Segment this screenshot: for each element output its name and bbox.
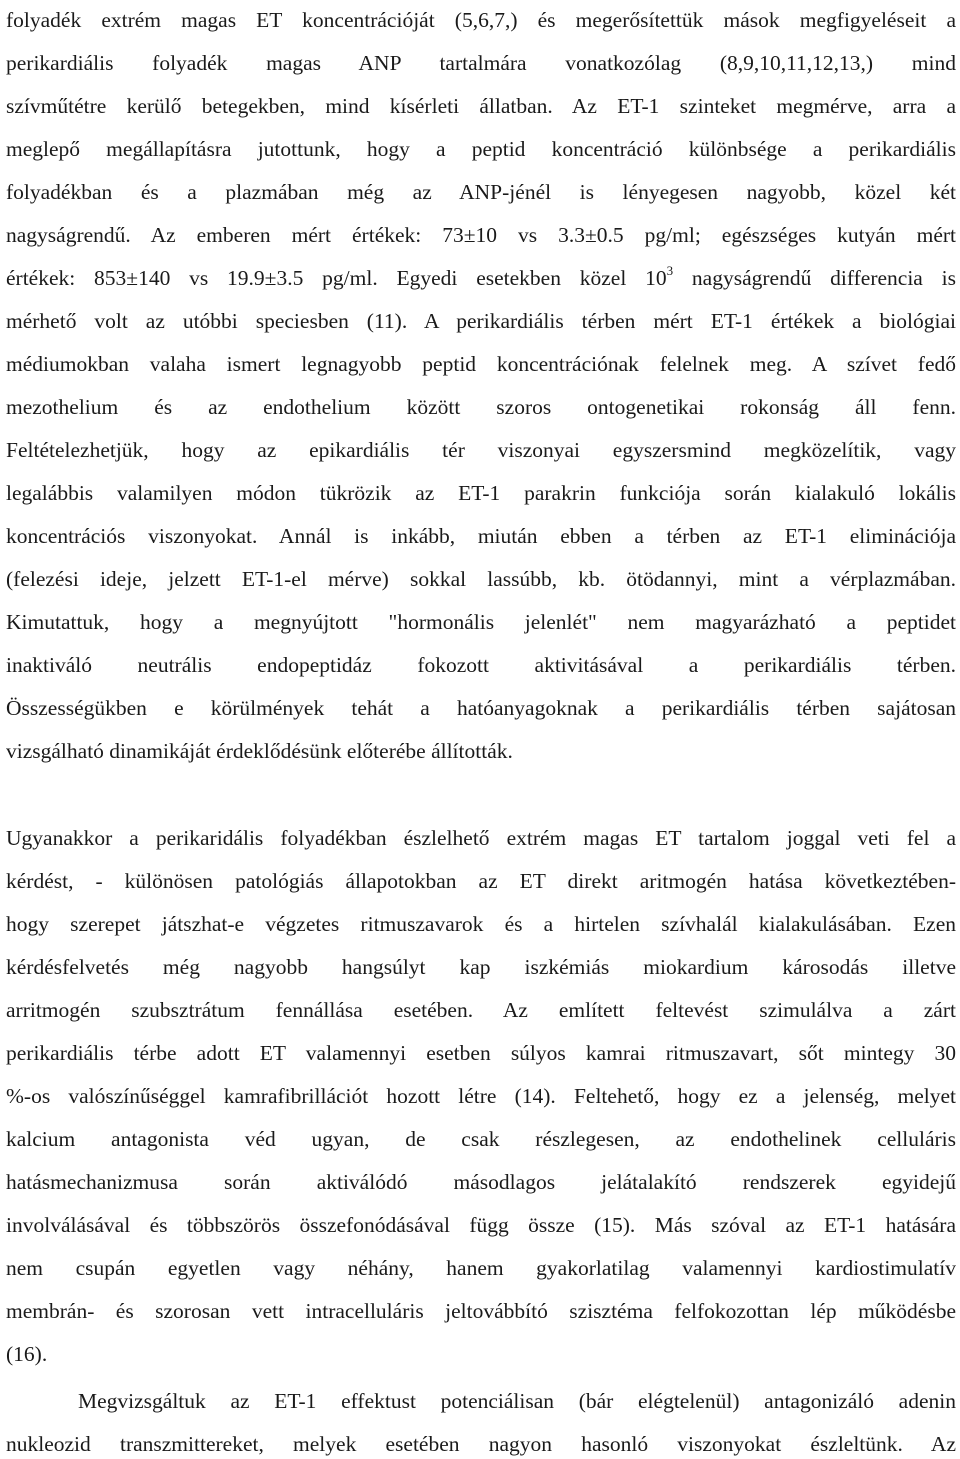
text-line: Ugyanakkor a perikaridális folyadékban észlelhető extrém magas ET tartalom joggal veti fel a [6, 826, 956, 850]
text-line: vizsgálható dinamikáját érdeklődésünk előterébe állították. [6, 739, 513, 763]
text-line: mérhető volt az utóbbi speciesben (11). A perikardiális térben mért ET-1 értékek a biológiai [6, 309, 956, 333]
text-line: nagyságrendű. Az emberen mért értékek: 73±10 vs 3.3±0.5 pg/ml; egészséges kutyán mért [6, 223, 956, 247]
text-line: meglepő megállapításra jutottunk, hogy a peptid koncentráció különbsége a perikardiális [6, 137, 956, 161]
text-line: perikardiális folyadék magas ANP tartalmára vonatkozólag (8,9,10,11,12,13,) mind [6, 51, 956, 75]
text-line: legalábbis valamilyen módon tükrözik az ET-1 parakrin funkciója során kialakuló lokális [6, 481, 956, 505]
text-line: %-os valószínűséggel kamrafibrillációt hozott létre (14). Feltehető, hogy ez a jelenség, melyet [6, 1084, 956, 1108]
text-line: involválásával és többszörös összefonódásával függ össze (15). Más szóval az ET-1 hatására [6, 1213, 956, 1237]
text-line: Összességükben e körülmények tehát a hatóanyagoknak a perikardiális térben sajátosan [6, 696, 956, 720]
text-line-indented: Megvizsgáltuk az ET-1 effektust potenciálisan (bár elégtelenül) antagonizáló adenin [78, 1389, 956, 1413]
superscript-exponent: 3 [666, 262, 674, 278]
text-line: mezothelium és az endothelium között szoros ontogenetikai rokonság áll fenn. [6, 395, 956, 419]
text-line: koncentrációs viszonyokat. Annál is inkább, miután ebben a térben az ET-1 eliminációja [6, 524, 956, 548]
text-line: kérdésfelvetés még nagyobb hangsúlyt kap iszkémiás miokardium károsodás illetve [6, 955, 956, 979]
text-line: nukleozid transzmittereket, melyek esetében nagyon hasonló viszonyokat észleltünk. Az [6, 1432, 956, 1456]
text-line: médiumokban valaha ismert legnagyobb peptid koncentrációnak felelnek meg. A szívet fedő [6, 352, 956, 376]
text-line: folyadék extrém magas ET koncentrációját (5,6,7,) és megerősítettük mások megfigyeléseit a [6, 8, 956, 32]
text-line: arritmogén szubsztrátum fennállása esetében. Az említett feltevést szimulálva a zárt [6, 998, 956, 1022]
text-line: hogy szerepet játszhat-e végzetes ritmuszavarok és a hirtelen szívhalál kialakulásában. Ezen [6, 912, 956, 936]
text-segment: értékek: 853±140 vs 19.9±3.5 pg/ml. Egyedi esetekben közel 10 [6, 266, 667, 290]
text-line: perikardiális térbe adott ET valamennyi esetben súlyos kamrai ritmuszavart, sőt mintegy 30 [6, 1041, 956, 1065]
text-line: membrán- és szorosan vett intracelluláris jeltovábbító szisztéma felfokozottan lép működésbe [6, 1299, 956, 1323]
text-line: szívműtétre kerülő betegekben, mind kísérleti állatban. Az ET-1 szinteket megmérve, arra a [6, 94, 956, 118]
text-line: folyadékban és a plazmában még az ANP-jénél is lényegesen nagyobb, közel két [6, 180, 956, 204]
text-line: kérdést, - különösen patológiás állapotokban az ET direkt aritmogén hatása következtében- [6, 869, 956, 893]
text-line: nem csupán egyetlen vagy néhány, hanem gyakorlatilag valamennyi kardiostimulatív [6, 1256, 956, 1280]
text-segment: nagyságrendű differencia is [673, 266, 956, 290]
text-line: (16). [6, 1342, 48, 1366]
text-line-with-superscript [6, 263, 956, 293]
text-line: kalcium antagonista véd ugyan, de csak részlegesen, az endothelinek celluláris [6, 1127, 956, 1151]
text-line: inaktiváló neutrális endopeptidáz fokozott aktivitásával a perikardiális térben. [6, 653, 956, 677]
text-line: hatásmechanizmusa során aktiválódó másodlagos jelátalakító rendszerek egyidejű [6, 1170, 956, 1194]
text-line: Feltételezhetjük, hogy az epikardiális tér viszonyai egyszersmind megközelítik, vagy [6, 438, 956, 462]
text-line: Kimutattuk, hogy a megnyújtott "hormonális jelenlét" nem magyarázható a peptidet [6, 610, 956, 634]
text-line: (felezési ideje, jelzett ET-1-el mérve) sokkal lassúbb, kb. ötödannyi, mint a vérplazmában. [6, 567, 956, 591]
